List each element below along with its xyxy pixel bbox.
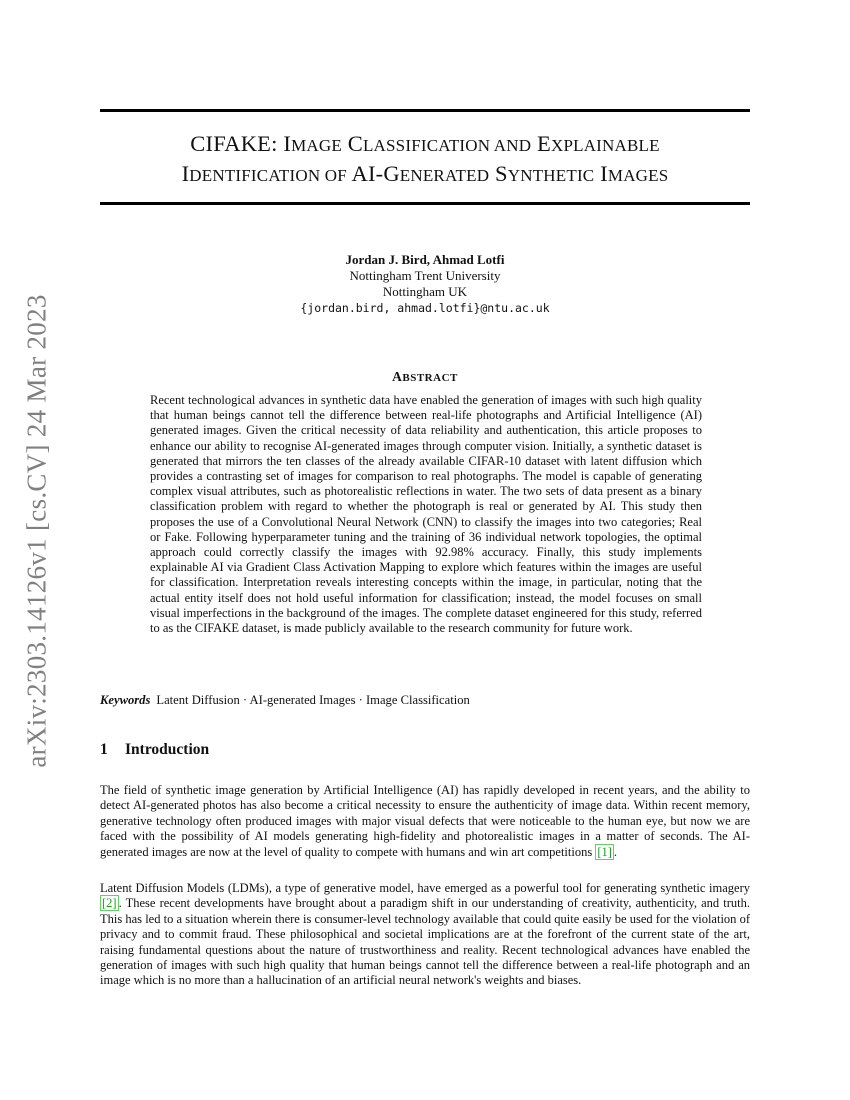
abstract-heading: ABSTRACT <box>392 369 458 384</box>
paper-title <box>100 130 750 190</box>
abstract-text: Recent technological advances in synthetic data have enabled the generation of images with such high quality that human beings cannot tell the difference between real-life photographs and Artificial Intelligence (AI) generated images. Given the critical necessity of data reliability and authentication, this article proposes to enhance our ability to recognise AI-generated images through computer vision. Initially, a synthetic dataset is generated that mirrors the ten classes of the already available CIFAR-10 dataset with latent diffusion which provides a contrasting set of images for comparison to real photographs. The model is capable of generating complex visual attributes, such as photorealistic reflections in water. The two sets of data present as a binary classification problem with regard to whether the photograph is real or generated by AI. This study then proposes the use of a Convolutional Neural Network (CNN) to classify the images into two categories; Real or Fake. Following hyperparameter tuning and the training of 36 individual network topologies, the optimal approach could correctly classify the images with 92.98% accuracy. Finally, this study implements explainable AI via Gradient Class Activation Mapping to explore which features within the images are useful for classification. Interpretation reveals interesting concepts within the image, in particular, noting that the actual entity itself does not hold useful information for classification; instead, the model focuses on small visual imperfections in the background of the images. The complete dataset engineered for this study, referred to as the CIFAKE dataset, is made publicly available to the research community for future work. <box>150 393 702 636</box>
arxiv-identifier: arXiv:2303.14126v1 [cs.CV] 24 Mar 2023 <box>21 294 52 768</box>
intro-paragraph-1: The field of synthetic image generation by Artificial Intelligence (AI) has rapidly developed in recent years, and the ability to detect AI-generated photos has also become a critical necessity to ensure the authenticity of image data. Within recent memory, generative technology often produced images with major visual defects that were noticeable to the human eye, but now we are faced with the possibility of AI models generating high-fidelity and photorealistic images in a matter of seconds. The AI-generated images are now at the level of quality to compete with humans and win art competitions [1] . <box>100 783 750 859</box>
section-title: Introduction <box>125 741 210 758</box>
title-line-2: IDENTIFICATION OF AI-GENERATED SYNTHETIC IMAGES <box>181 161 669 186</box>
keywords-label: Keywords <box>100 693 151 707</box>
keywords-line <box>100 693 470 708</box>
citation-link-1[interactable]: [1] <box>597 844 612 859</box>
author-affiliation: Nottingham Trent University <box>349 268 501 283</box>
title-rule-bottom <box>100 202 750 205</box>
title-rule-top <box>100 109 750 112</box>
author-names: Jordan J. Bird, Ahmad Lotfi <box>345 252 505 267</box>
section-number: 1 <box>100 741 108 758</box>
citation-link-2[interactable]: [2] <box>102 896 117 911</box>
author-location: Nottingham UK <box>382 284 468 299</box>
author-email[interactable]: {jordan.bird, ahmad.lotfi}@ntu.ac.uk <box>300 301 550 315</box>
author-block <box>100 252 750 316</box>
intro-paragraph-2: Latent Diffusion Models (LDMs), a type of generative model, have emerged as a powerful tool for generating synthetic imagery [2] . These recent developments have brought about a paradigm shift in our understanding of creativity, authenticity, and truth. This has led to a situation wherein there is consumer-level technology available that could quite easily be used for the violation of privacy and to commit fraud. These philosophical and societal implications are at the forefront of the current state of the art, raising fundamental questions about the nature of trustworthiness and reality. Recent technological advances have enabled the generation of images with such high quality that human beings cannot tell the difference between a real-life photograph and an image which is no more than a hallucination of an artificial neural network's weights and biases. <box>100 881 750 988</box>
section-heading-introduction <box>100 741 209 759</box>
title-line-1: CIFAKE: IMAGE CLASSIFICATION AND EXPLAINABLE <box>190 131 660 156</box>
keywords-text: Latent Diffusion · AI-generated Images · Image Classification <box>156 693 470 707</box>
